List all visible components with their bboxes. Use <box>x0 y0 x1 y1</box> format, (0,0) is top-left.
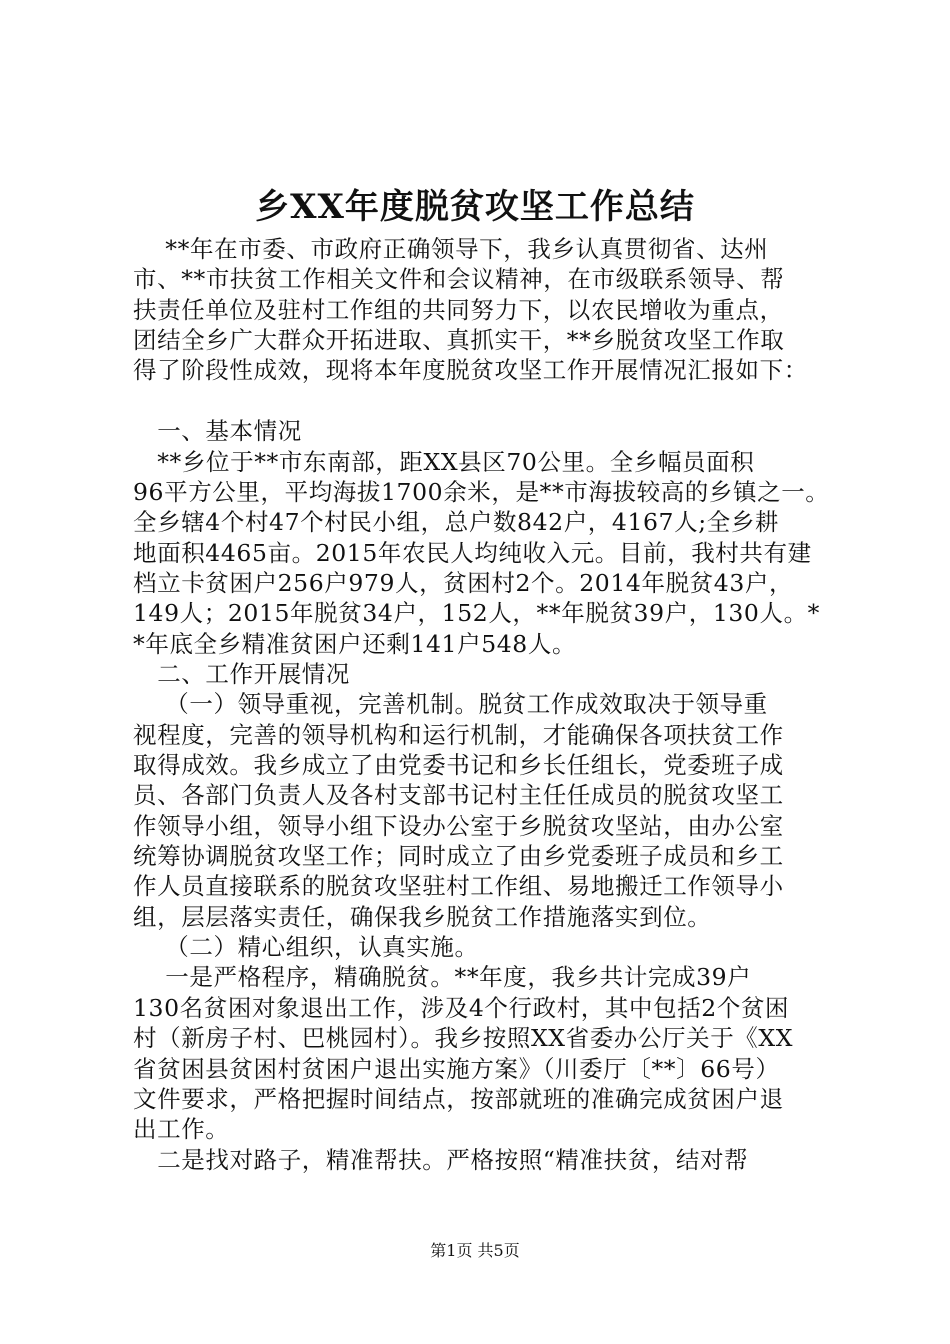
body-line: 149人；2015年脱贫34户，152人，**年脱贫39户，130人。* <box>133 599 821 628</box>
body-line: 团结全乡广大群众开拓进取、真抓实干，**乡脱贫攻坚工作取 <box>133 326 785 355</box>
body-line: *年底全乡精准贫困户还剩141户548人。 <box>133 629 577 658</box>
body-line: 地面积4465亩。2015年农民人均纯收入元。目前，我村共有建 <box>133 538 812 567</box>
body-line: **年在市委、市政府正确领导下，我乡认真贯彻省、达州 <box>133 235 769 263</box>
body-line: 视程度，完善的领导机构和运行机制，才能确保各项扶贫工作 <box>133 720 784 749</box>
body-line: （二）精心组织，认真实施。 <box>133 933 479 962</box>
body-line: 取得成效。我乡成立了由党委书记和乡长任组长，党委班子成 <box>133 751 784 779</box>
body-line: 村（新房子村、巴桃园村）。我乡按照XX省委办公厅关于《XX <box>133 1024 794 1053</box>
body-line: 全乡辖4个村47个村民小组，总户数842户，4167人;全乡耕 <box>133 508 780 537</box>
body-line: 96平方公里，平均海拔1700余米，是**市海拔较高的乡镇之一。 <box>133 477 830 506</box>
body-line: 市、**市扶贫工作相关文件和会议精神，在市级联系领导、帮 <box>133 265 785 294</box>
page-number-footer: 第1页 共5页 <box>430 1241 520 1260</box>
body-line: 省贫困县贫困村贫困户退出实施方案》（川委厅〔**〕66号） <box>133 1054 780 1083</box>
body-line: 二、工作开展情况 <box>133 659 351 688</box>
body-line: 作领导小组，领导小组下设办公室于乡脱贫攻坚站，由办公室 <box>133 811 784 840</box>
body-line: 作人员直接联系的脱贫攻坚驻村工作组、易地搬迁工作领导小 <box>133 872 784 901</box>
body-line: 一是严格程序，精确脱贫。**年度，我乡共计完成39户 <box>133 963 752 992</box>
body-line: （一）领导重视，完善机制。脱贫工作成效取决于领导重 <box>133 690 768 719</box>
body-line: 统筹协调脱贫攻坚工作；同时成立了由乡党委班子成员和乡工 <box>133 842 784 870</box>
body-line: 员、各部门负责人及各村支部书记村主任任成员的脱贫攻坚工 <box>133 781 784 810</box>
body-line: 档立卡贫困户256户979人，贫困村2个。2014年脱贫43户， <box>133 568 794 597</box>
body-line: 130名贫困对象退出工作，涉及4个行政村，其中包括2个贫困 <box>133 993 790 1022</box>
body-line: 得了阶段性成效，现将本年度脱贫攻坚工作开展情况汇报如下： <box>133 356 808 385</box>
body-line: 二是找对路子，精准帮扶。严格按照“精准扶贫，结对帮 <box>133 1145 749 1174</box>
body-line: 一、基本情况 <box>133 417 302 446</box>
body-line: 组，层层落实责任，确保我乡脱贫工作措施落实到位。 <box>133 902 712 931</box>
body-line: **乡位于**市东南部，距XX县区70公里。全乡幅员面积 <box>133 447 755 476</box>
document-title: 乡XX年度脱贫攻坚工作总结 <box>255 187 695 227</box>
body-line: 扶责任单位及驻村工作组的共同努力下，以农民增收为重点， <box>133 295 784 324</box>
body-line: 文件要求，严格把握时间结点，按部就班的准确完成贫困户退 <box>133 1084 784 1113</box>
body-line: 出工作。 <box>133 1115 230 1144</box>
